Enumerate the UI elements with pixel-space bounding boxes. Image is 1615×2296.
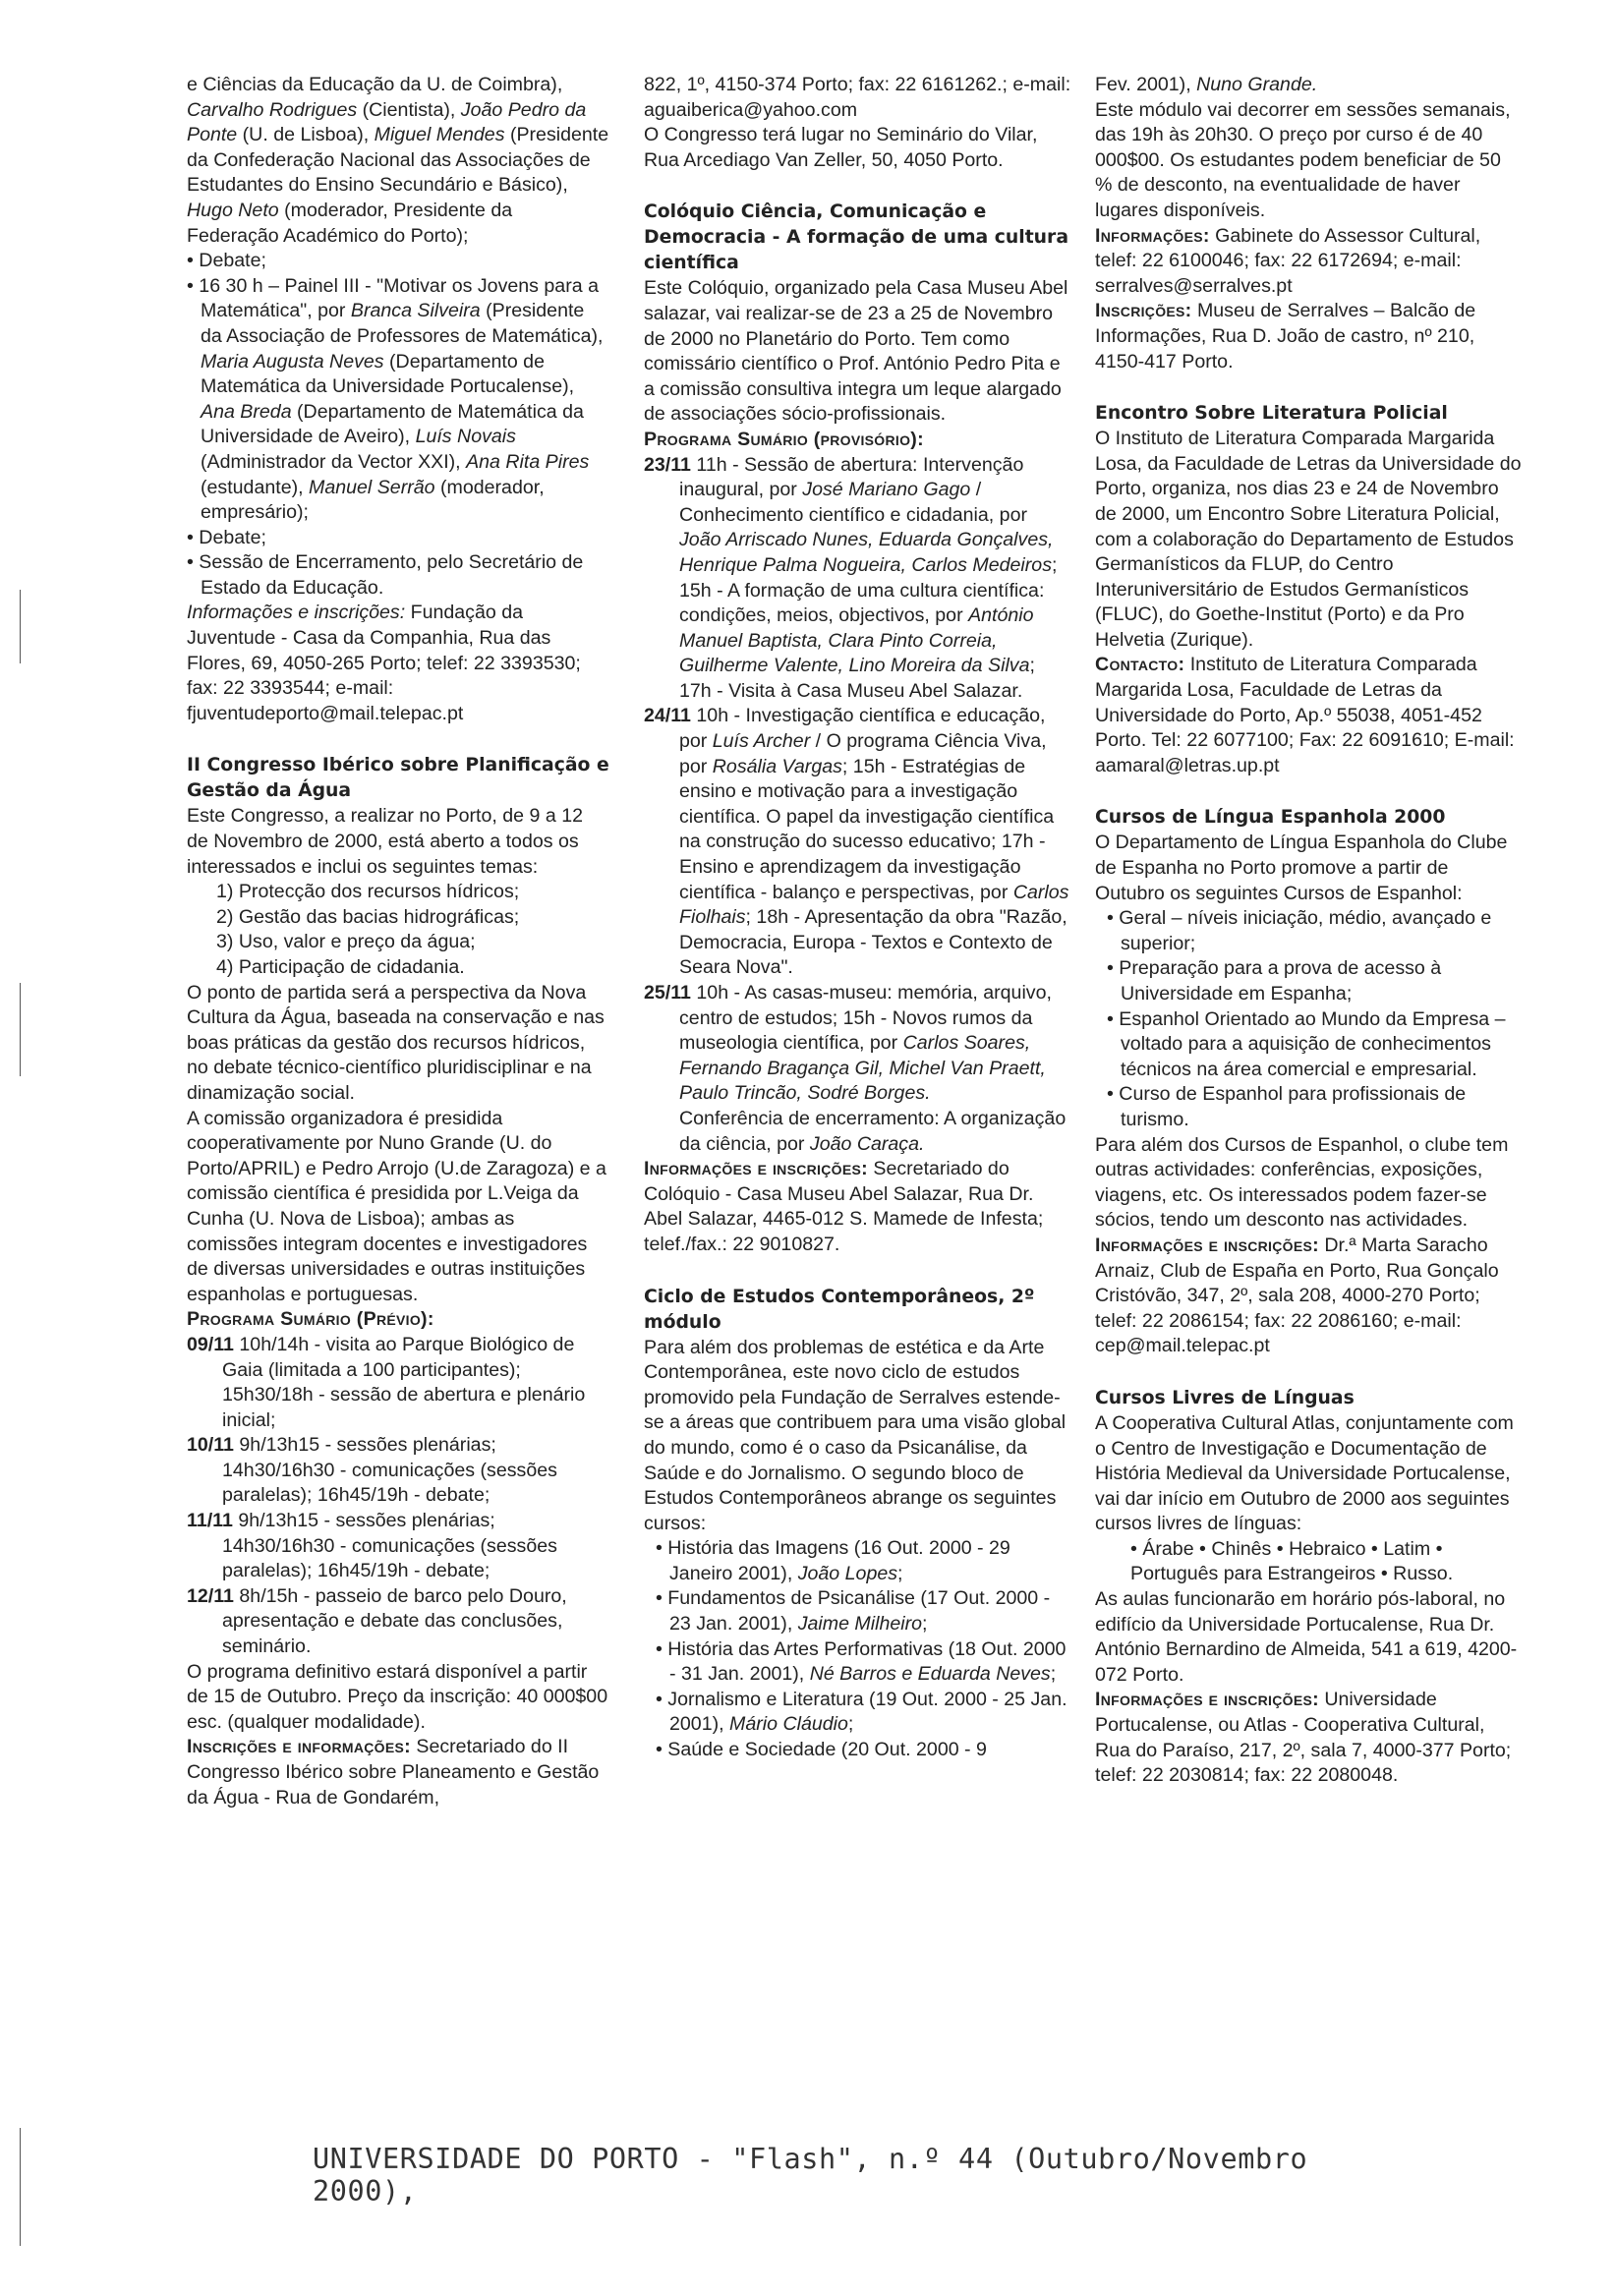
paragraph xyxy=(187,601,609,726)
numbered-item xyxy=(187,880,609,905)
text-run: • Preparação para a prova de acesso à Universidade em Espanha; xyxy=(1107,957,1442,1004)
column-middle xyxy=(644,73,1071,1763)
schedule-date: 23/11 xyxy=(644,453,691,476)
text-run: • Saúde e Sociedade (20 Out. 2000 - 9 xyxy=(656,1739,987,1761)
article-heading: Colóquio Ciência, Comunicação e Democracia - A formação de uma cultura científica xyxy=(644,201,1068,274)
paragraph xyxy=(1095,831,1523,906)
text-run: 10h - As casas-museu: memória, arquivo, centro de estudos; 15h - Novos rumos da museologia científica, por xyxy=(679,982,1052,1055)
text-run: (U. de Lisboa), xyxy=(237,124,375,146)
paragraph xyxy=(644,73,1071,123)
schedule-entry xyxy=(187,1509,609,1584)
text-run: (estudante), xyxy=(201,476,310,498)
paragraph xyxy=(187,1660,609,1736)
schedule-date: 09/11 xyxy=(187,1333,234,1355)
bullet-item xyxy=(644,1637,1071,1688)
paragraph xyxy=(1095,1234,1523,1359)
section-label: Informações: xyxy=(1095,224,1210,247)
text-run: O Instituto de Literatura Comparada Margarida Losa, da Faculdade de Letras da Universidade do Porto, organiza, nos dias 23 e 24 de Novembro de 2000, um Encontro Sobre Literatura Policial, com a colaboração do Departamento de Estudos Germanísticos da FLUP, do Centro Interuniversitário de Estudos Germanísticos (FLUC), do Goethe-Institut (Porto) e da Pro Helvetia (Zurique). xyxy=(1095,428,1522,651)
section-gap xyxy=(1095,1359,1523,1386)
text-run: O Departamento de Língua Espanhola do Clube de Espanha no Porto promove a partir de Outubro os seguintes Cursos de Espanhol: xyxy=(1095,832,1508,904)
scan-edge-line xyxy=(20,590,21,663)
paragraph xyxy=(1095,224,1523,300)
text-run: 2) Gestão das bacias hidrográficas; xyxy=(216,905,520,928)
scan-edge-line xyxy=(20,2128,21,2246)
text-run: 10h/14h - visita ao Parque Biológico de Gaia (limitada a 100 participantes); 15h30/18h - sessão de abertura e plenário inicial; xyxy=(222,1333,586,1431)
text-run: • Espanhol Orientado ao Mundo da Empresa – voltado para a aquisição de conhecimentos técnicos na área comercial e empresarial. xyxy=(1107,1007,1506,1080)
section-gap xyxy=(644,1258,1071,1285)
text-run: • Sessão de Encerramento, pelo Secretário de Estado da Educação. xyxy=(187,551,584,599)
bullet-item xyxy=(187,526,609,551)
person-name: Né Barros e Eduarda Neves xyxy=(809,1663,1051,1686)
person-name: António Manuel Baptista, Clara Pinto Correia, Guilherme Valente, Lino Moreira da Silva xyxy=(679,604,1034,677)
text-run: Secretariado do Colóquio - Casa Museu Abel Salazar, Rua Dr. Abel Salazar, 4465-012 S. Mamede de Infesta; telef./fax.: 22 9010827. xyxy=(644,1158,1044,1255)
text-run: e Ciências da Educação da U. de Coimbra), xyxy=(187,74,563,95)
article-heading: Cursos Livres de Línguas xyxy=(1095,1387,1355,1408)
person-name: João Caraça. xyxy=(809,1132,925,1155)
text-run: Fev. 2001), xyxy=(1095,74,1197,95)
person-name: Carvalho Rodrigues xyxy=(187,98,358,121)
person-name: Ana Breda xyxy=(201,400,292,423)
paragraph xyxy=(1095,653,1523,778)
text-run: / O programa Ciência Viva, por xyxy=(679,730,1047,777)
section-label: Inscrições: xyxy=(1095,300,1192,322)
text-run: ; 15h - A formação de uma cultura científica: condições, meios, objectivos, por xyxy=(679,553,1058,627)
scan-edge-line xyxy=(20,983,21,1076)
bullet-item xyxy=(1095,956,1523,1006)
article-heading: Ciclo de Estudos Contemporâneos, 2º módulo xyxy=(644,1286,1035,1333)
section-gap xyxy=(1095,778,1523,805)
person-name: Miguel Mendes xyxy=(374,124,505,146)
bullet-item xyxy=(1095,1007,1523,1083)
text-run: O ponto de partida será a perspectiva da Nova Cultura da Água, baseada na conservação e nas boas práticas da gestão dos recursos hídricos, no debate técnico-científico pluridisciplinar e na dinamização social. xyxy=(187,981,605,1104)
person-name: Carlos Fiolhais xyxy=(679,881,1069,929)
paragraph xyxy=(1095,299,1523,374)
section-gap xyxy=(644,173,1071,200)
paragraph xyxy=(644,1157,1071,1257)
column-left xyxy=(187,73,609,1810)
schedule-entry xyxy=(644,453,1071,705)
bullet-item xyxy=(187,274,609,526)
text-run: Este Congresso, a realizar no Porto, de 9 a 12 de Novembro de 2000, está aberto a todos os interessados e inclui os seguintes temas: xyxy=(187,805,583,878)
article-heading: II Congresso Ibérico sobre Planificação e Gestão da Água xyxy=(187,755,609,802)
text-run: ; xyxy=(922,1613,928,1636)
text-run: • 16 30 h – Painel III - "Motivar os Jovens para a Matemática", por xyxy=(187,274,599,322)
text-run: • Curso de Espanhol para profissionais de turismo. xyxy=(1107,1083,1467,1130)
text-run: Conferência de encerramento: A organização da ciência, por xyxy=(679,1107,1067,1155)
bullet-item xyxy=(1095,906,1523,956)
schedule-entry xyxy=(644,981,1071,1107)
section-gap xyxy=(1095,374,1523,401)
text-run: Fundação da Juventude - Casa da Companhia, Rua das Flores, 69, 4050-265 Porto; telef: 22 3393530; fax: 22 3393544; e-mail: fjuventudeporto@mail.telepac.pt xyxy=(187,602,581,724)
text-run: 10h - Investigação científica e educação, por xyxy=(679,705,1046,753)
text-run: 8h/15h - passeio de barco pelo Douro, apresentação e debate das conclusões, seminário. xyxy=(222,1584,567,1658)
section-label: Contacto: xyxy=(1095,654,1185,676)
article-heading: Cursos de Língua Espanhola 2000 xyxy=(1095,807,1446,829)
paragraph xyxy=(1095,73,1523,98)
bullet-item xyxy=(644,1688,1071,1738)
person-name: Rosália Vargas xyxy=(712,755,842,777)
person-name: Mário Cláudio xyxy=(729,1713,848,1736)
paragraph xyxy=(1095,1133,1523,1234)
text-run: A Cooperativa Cultural Atlas, conjuntamente com o Centro de Investigação e Documentação de História Medieval da Universidade Portucalense, vai dar início em Outubro de 2000 aos seguintes cursos livres de línguas: xyxy=(1095,1411,1514,1535)
section-label: Informações e inscrições: xyxy=(1095,1689,1319,1711)
numbered-item xyxy=(187,955,609,981)
text-run: 9h/13h15 - sessões plenárias; 14h30/16h30 - comunicações (sessões paralelas); 16h45/19h - debate; xyxy=(222,1434,557,1507)
text-run: Para além dos problemas de estética e da Arte Contemporânea, este novo ciclo de estudos promovido pela Fundação de Serralves estende-se a áreas que contribuem para uma visão global do mundo, como é o caso da Psicanálise, da Saúde e do Jornalismo. O segundo bloco de Estudos Contemporâneos abrange os seguintes cursos: xyxy=(644,1336,1067,1534)
text-run: As aulas funcionarão em horário pós-laboral, no edifício da Universidade Portucalense, Rua Dr. António Bernardino de Almeida, 541 a 619, 4200-072 Porto. xyxy=(1095,1588,1518,1686)
text-run: A comissão organizadora é presidida cooperativamente por Nuno Grande (U. do Porto/APRIL) e Pedro Arrojo (U.de Zaragoza) e a comissão científica é presidida por L.Veiga da Cunha (U. Nova de Lisboa); ambas as comissões integram docentes e investigadores de diversas universidades e outras instituições espanholas e portuguesas. xyxy=(187,1107,606,1305)
person-name: João Pedro da Ponte xyxy=(187,98,587,146)
text-run: • Debate; xyxy=(187,250,266,272)
text-run: • Jornalismo e Literatura (19 Out. 2000 - 25 Jan. 2001), xyxy=(656,1688,1067,1736)
schedule-entry xyxy=(187,1584,609,1660)
paragraph xyxy=(644,276,1071,428)
text-run: • Geral – níveis iniciação, médio, avançado e superior; xyxy=(1107,907,1492,954)
text-run: ; xyxy=(897,1562,903,1584)
article-heading: Encontro Sobre Literatura Policial xyxy=(1095,403,1448,425)
paragraph xyxy=(187,1307,609,1333)
text-run: Para além dos Cursos de Espanhol, o clube tem outras actividades: conferências, exposições, viagens, etc. Os interessados podem fazer-se sócios, tendo um desconto nas actividades. xyxy=(1095,1133,1509,1232)
bullet-item xyxy=(644,1586,1071,1636)
schedule-date: 10/11 xyxy=(187,1434,234,1457)
section-label: Informações e inscrições: xyxy=(644,1158,868,1180)
text-run: 1) Protecção dos recursos hídricos; xyxy=(216,881,520,903)
text-run: ; xyxy=(1050,1663,1057,1686)
text-run: O Congresso terá lugar no Seminário do Vilar, Rua Arcediago Van Zeller, 50, 4050 Porto. xyxy=(644,124,1038,171)
numbered-item xyxy=(187,930,609,955)
paragraph xyxy=(1095,427,1523,653)
text-run: ; xyxy=(847,1713,854,1736)
text-run: 9h/13h15 - sessões plenárias; 14h30/16h30 - comunicações (sessões paralelas); 16h45/19h - debate; xyxy=(222,1510,557,1582)
column-right xyxy=(1095,73,1523,1789)
person-name: João Lopes xyxy=(797,1562,898,1584)
text-run: 822, 1º, 4150-374 Porto; fax: 22 6161262.; e-mail: aguaiberica@yahoo.com xyxy=(644,74,1071,121)
schedule-date: 25/11 xyxy=(644,982,691,1004)
text-run: Universidade Portucalense, ou Atlas - Cooperativa Cultural, Rua do Paraíso, 217, 2º, sala 7, 4000-377 Porto; telef: 22 2030814; fax: 22 2080048. xyxy=(1095,1689,1512,1787)
bullet-item xyxy=(1095,1082,1523,1132)
text-run: (Presidente da Associação de Professores de Matemática), xyxy=(201,300,604,347)
paragraph xyxy=(1095,1587,1523,1688)
section-label: Inscrições e informações: xyxy=(187,1736,411,1758)
person-name: Luís Novais xyxy=(415,426,516,448)
bullet-item xyxy=(187,550,609,601)
text-run: (Presidente da Confederação Nacional das Associações de Estudantes do Ensino Secundário e Básico), xyxy=(187,124,609,197)
section-gap xyxy=(187,726,609,753)
text-run: Este Colóquio, organizado pela Casa Museu Abel salazar, vai realizar-se de 23 a 25 de Novembro de 2000 no Planetário do Porto. Tem como comissário científico o Prof. António Pedro Pita e a comissão consultiva integra um leque alargado de associações sócio-profissionais. xyxy=(644,277,1068,426)
person-name: Maria Augusta Neves xyxy=(201,350,384,373)
text-run: Secretariado do II Congresso Ibérico sobre Planeamento e Gestão da Água - Rua de Gondarém, xyxy=(187,1736,600,1808)
text-run: (Departamento de Matemática da Universidade Portucalense), xyxy=(201,350,575,398)
page-footer: UNIVERSIDADE DO PORTO - "Flash", n.º 44 (Outubro/Novembro 2000), xyxy=(313,2143,1308,2208)
numbered-item xyxy=(187,905,609,931)
text-run: ; 18h - Apresentação da obra "Razão, Democracia, Europa - Textos e Contexto de Seara Nova". xyxy=(679,906,1067,979)
text-run: • História das Imagens (16 Out. 2000 - 29 Janeiro 2001), xyxy=(656,1537,1010,1584)
text-run: (Departamento de Matemática da Universidade de Aveiro), xyxy=(201,400,584,448)
text-run: O programa definitivo estará disponível a partir de 15 de Outubro. Preço da inscrição: 40 000$00 esc. (qualquer modalidade). xyxy=(187,1660,608,1733)
bullet-item xyxy=(644,1536,1071,1586)
indented-paragraph xyxy=(1095,1537,1523,1587)
text-run: Dr.ª Marta Saracho Arnaiz, Club de España en Porto, Rua Gonçalo Cristóvão, 347, 2º, sala 208, 4000-270 Porto; telef: 22 2086154; fax: 22 2086160; e-mail: cep@mail.telepac.pt xyxy=(1095,1234,1499,1357)
schedule-date: 11/11 xyxy=(187,1510,233,1532)
text-run: • Fundamentos de Psicanálise (17 Out. 2000 - 23 Jan. 2001), xyxy=(656,1587,1051,1636)
paragraph xyxy=(644,123,1071,173)
person-name: Branca Silveira xyxy=(350,300,481,322)
person-name: Luís Archer xyxy=(712,730,811,753)
text-run: 4) Participação de cidadania. xyxy=(216,956,465,978)
person-name: Informações e inscrições: xyxy=(187,602,406,624)
bullet-item xyxy=(187,249,609,274)
section-label: Informações e inscrições: xyxy=(1095,1234,1319,1256)
section-label: Programa Sumário (Prévio): xyxy=(187,1308,434,1331)
schedule-entry xyxy=(644,704,1071,981)
text-run: Instituto de Literatura Comparada Margarida Losa, Faculdade de Letras da Universidade do Porto, Ap.º 55038, 4051-452 Porto. Tel: 22 6077100; Fax: 22 6091610; E-mail: aamaral@letras.up.pt xyxy=(1095,654,1515,776)
text-run: 3) Uso, valor e preço da água; xyxy=(216,931,476,953)
text-run: (Administrador da Vector XXI), xyxy=(201,450,467,473)
text-run: • Debate; xyxy=(187,526,266,548)
text-run: Museu de Serralves – Balcão de Informações, Rua D. João de castro, nº 210, 4150-417 Porto. xyxy=(1095,300,1476,373)
text-run: (moderador, Presidente da Federação Académico do Porto); xyxy=(187,199,513,247)
text-run: (Cientista), xyxy=(357,98,461,121)
paragraph xyxy=(1095,1688,1523,1788)
paragraph xyxy=(187,981,609,1107)
paragraph xyxy=(187,1107,609,1308)
text-run: 11h - Sessão de abertura: Intervenção inaugural, por xyxy=(679,453,1024,501)
bullet-item xyxy=(644,1738,1071,1763)
person-name: Ana Rita Pires xyxy=(466,450,590,473)
text-run: • História das Artes Performativas (18 Out. 2000 - 31 Jan. 2001), xyxy=(656,1637,1067,1686)
person-name: José Mariano Gago xyxy=(802,479,971,501)
paragraph xyxy=(644,428,1071,453)
paragraph xyxy=(187,1735,609,1810)
text-run: (moderador, empresário); xyxy=(201,476,545,524)
paragraph xyxy=(187,73,609,249)
text-run: Gabinete do Assessor Cultural, telef: 22 6100046; fax: 22 6172694; e-mail: serralves@serralves.pt xyxy=(1095,224,1481,297)
text-run: ; 17h - Visita à Casa Museu Abel Salazar. xyxy=(679,655,1035,702)
schedule-date: 12/11 xyxy=(187,1584,234,1607)
text-run: ; 15h - Estratégias de ensino e motivação para a investigação científica. O papel da investigação científica na construção do sucesso educativo; 17h - Ensino e aprendizagem da investigação científica - balanço e perspectivas, por xyxy=(679,755,1055,903)
indented-paragraph xyxy=(644,1107,1071,1157)
person-name: Hugo Neto xyxy=(187,199,279,221)
paragraph xyxy=(1095,1411,1523,1537)
paragraph xyxy=(644,1336,1071,1537)
person-name: Manuel Serrão xyxy=(309,476,435,498)
person-name: João Arriscado Nunes, Eduarda Gonçalves, Henrique Palma Nogueira, Carlos Medeiros xyxy=(679,529,1054,576)
paragraph xyxy=(1095,98,1523,224)
text-run: • Árabe • Chinês • Hebraico • Latim • Português para Estrangeiros • Russo. xyxy=(1130,1537,1454,1585)
person-name: Nuno Grande. xyxy=(1196,74,1318,95)
paragraph xyxy=(187,804,609,880)
person-name: Jaime Milheiro xyxy=(797,1613,923,1636)
schedule-entry xyxy=(187,1433,609,1509)
person-name: Carlos Soares, Fernando Bragança Gil, Michel Van Praett, Paulo Trincão, Sodré Borges. xyxy=(679,1032,1046,1105)
schedule-entry xyxy=(187,1333,609,1433)
schedule-date: 24/11 xyxy=(644,705,691,727)
text-run: / Conhecimento científico e cidadania, por xyxy=(679,479,1027,526)
section-label: Programa Sumário (provisório): xyxy=(644,428,924,450)
text-run: Este módulo vai decorrer em sessões semanais, das 19h às 20h30. O preço por curso é de 40 000$00. Os estudantes podem beneficiar de 50 % de desconto, na eventualidade de haver lugares disponíveis. xyxy=(1095,98,1511,221)
